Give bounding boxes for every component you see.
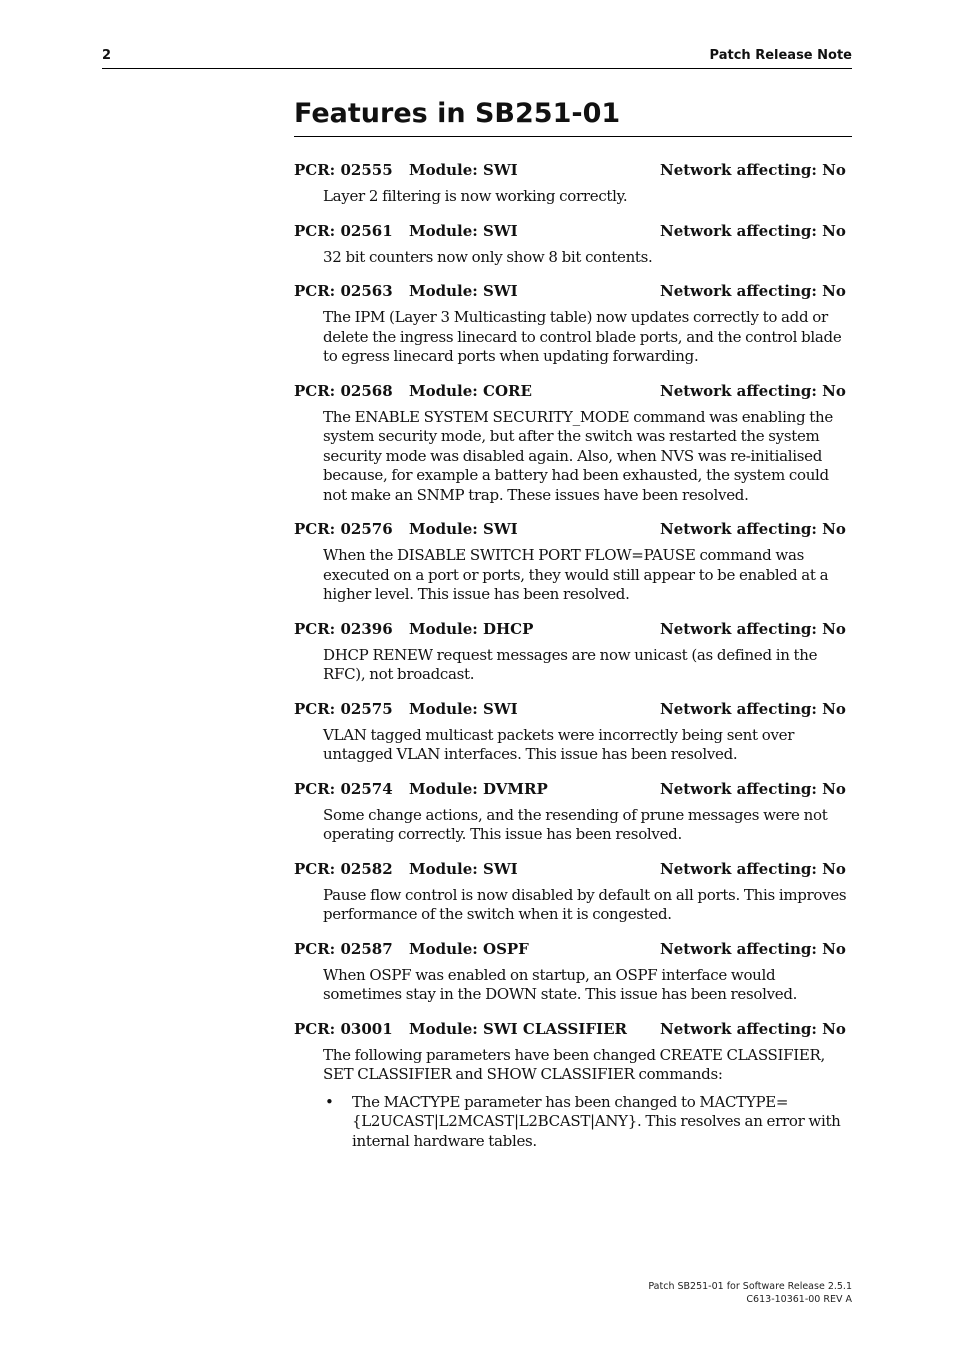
pcr-network-affecting: Network affecting: No: [660, 381, 846, 400]
pcr-module: Module: SWI: [409, 859, 518, 878]
pcr-heading: [294, 857, 852, 881]
bullet-text: The MACTYPE parameter has been changed to MACTYPE={L2UCAST|L2MCAST|L2BCAST|ANY}. This resolves an error with internal hardware tables.: [352, 1092, 841, 1150]
footer-docref: C613-10361-00 REV A: [746, 1293, 852, 1305]
pcr-number: PCR: 02563: [294, 282, 393, 300]
pcr-module: Module: SWI: [409, 699, 518, 718]
pcr-module: Module: OSPF: [409, 939, 529, 958]
pcr-description: VLAN tagged multicast packets were incorrectly being sent over untagged VLAN interfaces. This issue has been resolved.: [323, 725, 795, 763]
running-title: Patch Release Note: [709, 48, 852, 63]
pcr-module: Module: SWI: [409, 282, 518, 300]
pcr-description: The following parameters have been changed CREATE CLASSIFIER, SET CLASSIFIER and SHOW CLASSIFIER commands:: [323, 1045, 825, 1083]
pcr-network-affecting: Network affecting: No: [660, 699, 846, 718]
page-header: [102, 46, 852, 69]
pcr-heading: [294, 937, 852, 961]
pcr-number: PCR: 02582: [294, 859, 393, 878]
pcr-entry: [294, 857, 852, 925]
pcr-entry: [294, 1017, 852, 1152]
footer-release: Patch SB251-01 for Software Release 2.5.1: [648, 1281, 852, 1292]
pcr-heading: [294, 158, 852, 182]
pcr-number: PCR: 02575: [294, 699, 393, 718]
pcr-entry: [294, 158, 852, 207]
bullet-list: [323, 1093, 852, 1152]
pcr-entry: [294, 697, 852, 765]
pcr-description: Pause flow control is now disabled by default on all ports. This improves performance of the switch when it is congested.: [323, 885, 847, 923]
pcr-number: PCR: 02561: [294, 221, 393, 240]
pcr-heading: [294, 517, 852, 541]
pcr-module: Module: DHCP: [409, 619, 534, 638]
pcr-number: PCR: 02576: [294, 520, 393, 538]
pcr-network-affecting: Network affecting: No: [660, 1019, 846, 1038]
pcr-heading: [294, 279, 852, 303]
pcr-heading: [294, 219, 852, 243]
pcr-entry: [294, 279, 852, 367]
pcr-network-affecting: Network affecting: No: [660, 161, 846, 179]
pcr-module: Module: SWI: [409, 221, 518, 240]
page-number: 2: [102, 48, 112, 63]
pcr-description: Some change actions, and the resending of prune messages were not operating correctly. This issue has been resolved.: [323, 805, 828, 843]
pcr-network-affecting: Network affecting: No: [660, 619, 846, 638]
pcr-number: PCR: 02396: [294, 619, 393, 638]
pcr-list: [294, 158, 852, 1163]
pcr-network-affecting: Network affecting: No: [660, 779, 846, 798]
pcr-description: When OSPF was enabled on startup, an OSPF interface would sometimes stay in the DOWN state. This issue has been resolved.: [323, 965, 798, 1003]
pcr-description: When the DISABLE SWITCH PORT FLOW=PAUSE command was executed on a port or ports, they would still appear to be enabled at a higher level. This issue has been resolved.: [323, 546, 829, 603]
pcr-entry: [294, 777, 852, 845]
pcr-heading: [294, 777, 852, 801]
pcr-entry: [294, 937, 852, 1005]
pcr-heading: [294, 1017, 852, 1041]
pcr-heading: [294, 697, 852, 721]
pcr-description: The IPM (Layer 3 Multicasting table) now updates correctly to add or delete the ingress linecard to control blade ports, and the control blade to egress linecard ports when updating forwarding.: [323, 308, 842, 365]
pcr-heading: [294, 617, 852, 641]
pcr-network-affecting: Network affecting: No: [660, 859, 846, 878]
pcr-number: PCR: 02574: [294, 779, 393, 798]
pcr-description: DHCP RENEW request messages are now unicast (as defined in the RFC), not broadcast.: [323, 645, 818, 683]
section-title: Features in SB251-01: [294, 96, 852, 137]
pcr-module: Module: SWI: [409, 161, 518, 179]
bullet-item: [323, 1093, 852, 1152]
pcr-network-affecting: Network affecting: No: [660, 282, 846, 300]
pcr-number: PCR: 02587: [294, 939, 393, 958]
pcr-module: Module: SWI: [409, 520, 518, 538]
pcr-description: 32 bit counters now only show 8 bit contents.: [323, 247, 653, 266]
pcr-module: Module: SWI CLASSIFIER: [409, 1019, 627, 1038]
bullet-icon: •: [325, 1092, 334, 1111]
pcr-entry: [294, 517, 852, 605]
pcr-network-affecting: Network affecting: No: [660, 221, 846, 240]
pcr-module: Module: CORE: [409, 381, 532, 400]
page-footer: [648, 1281, 852, 1306]
pcr-network-affecting: Network affecting: No: [660, 520, 846, 538]
pcr-entry: [294, 219, 852, 268]
pcr-description: Layer 2 filtering is now working correctly.: [323, 187, 628, 205]
pcr-heading: [294, 379, 852, 403]
pcr-description: The ENABLE SYSTEM SECURITY_MODE command was enabling the system security mode, but after the switch was restarted the system security mode was disabled again. Also, when NVS was re-initialised because, for example a battery had been exhausted, the system could not make an SNMP trap. These issues have been resolved.: [323, 407, 833, 504]
pcr-network-affecting: Network affecting: No: [660, 939, 846, 958]
pcr-number: PCR: 02568: [294, 381, 393, 400]
pcr-number: PCR: 02555: [294, 161, 393, 179]
pcr-entry: [294, 617, 852, 685]
pcr-entry: [294, 379, 852, 506]
pcr-number: PCR: 03001: [294, 1019, 393, 1038]
pcr-module: Module: DVMRP: [409, 779, 548, 798]
